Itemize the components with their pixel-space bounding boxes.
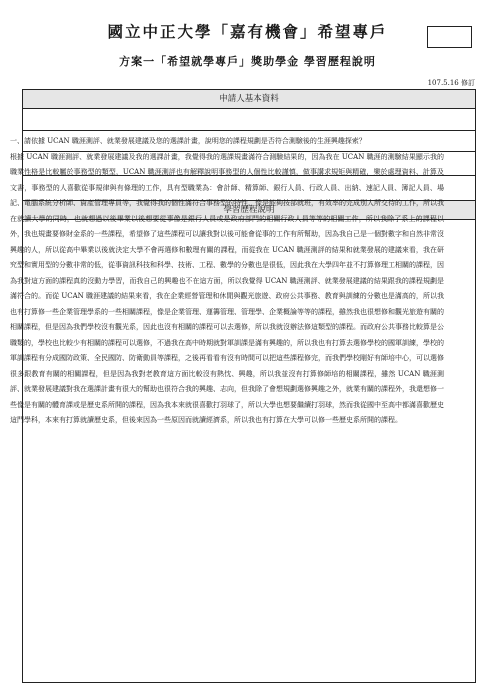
learning-history-body [10,134,444,429]
applicant-row-divider [23,130,475,131]
page-subtitle: 方案一「希望就學專戶」獎助學金 學習歷程說明 [119,55,376,68]
answer-text: 根據 UCAN 職涯測評、就業發展建議及我的選課計畫，我覺得我的選課規畫滿符合測驗結果的，因為我在 UCAN 職涯的測驗結果顯示我的職業性格是比較屬於事務型的類型，UCAN 職涯測評也有解釋說明事務型的人個性比較謹慎，做事講求規矩與精確，樂於處理資料、計算及文書，事務型的人喜歡從事規律與有條理的工作，具有型職業為：會計師、精算師、銀行人員、行政人員、出納、速記人員、簿記人員、場記、電腦系統分析師、資產管理專員等，我覺得我的個性滿符合事務型的特性，像是能夠按部就班，有效率的完成別人所交待的工作，所以我在就讀大學的同時，也就想過以後畢業以後想要從事像是銀行人員或是政府部門的相關行政人員等等的相關工作，所以我除了系上的課程以外，我也規畫要修財金系的一些課程，希望修了這些課程可以讓我對以後可能會從事的工作有所幫助，因為我自己是一個對數字和自然非常沒興趣的人，所以從高中畢業以後就決定大學不會再選修和數理有關的課程，而從我在 UCAN 職涯測評的結果和就業發展的建議來看，我在研究型和實用型的分數非常的低，從事資訊科技和科學、技術、工程、數學的分數也是很低，因此我在大學四年並不打算修理工相關的課程，因為我對這方面的課程真的沒動力學習，而我自己的興趣也不在這方面，所以我覺得 UCAN 職涯測評、就業發展建議的結果跟我的課程規劃是滿符合的。而從 UCAN 職涯建議的結果來看，我在企業經營管理和休閒與觀光旅遊、政府公共事務、教育與訓練的分數也是滿高的，所以我也有打算修一些企業管理學系的一些相關課程，像是企業管理、運籌管理、管理學、企業概論等等的課程，雖然我也很想修和觀光旅遊有關的相關課程，但是因為我們學校沒有觀光系，因此也沒有相關的課程可以去選修，所以我就沒辦法修這類型的課程。而政府公共事務比較算是公職類的，學校也比較少有相關的課程可以選修，不過我在高中時期就對軍訓課是滿有興趣的，所以我也有打算去選修學校的國軍訓練，學校的軍訓課程有分成國防政策、全民國防、防衛動員等課程，之後再看看有沒有時間可以把這些課程修完，而我們學校剛好有師培中心，可以選修很多跟教育有關的相關課程，但是因為我對老教育這方面比較沒有熱忱、興趣，所以我並沒有打算修師培的相關課程，雖然 UCAN 職涯測評、就業發展建議對我在選課計畫有很大的幫助也很符合我的興趣、志向，但我除了會想規劃選修興趣之外，就業有關的課程外，我還想修一些像是有關的體育課或是歷史系所開的課程，因為我本來就很喜歡打羽球了，所以大學也想要繼續打羽球，然而我從國中至高中都滿喜歡歷史這門學科，本來有打算就讀歷史系，但後來因為一些原因而就讀經濟系，所以我也有打算在大學可以修一些歷史系所開的課程。 [10,152,444,424]
question-text: 一、請依據 UCAN 職涯測評、就業發展建議及您的選課計畫，說明您的課程規劃是否符合測驗後的生涯興趣探索？ [10,137,366,145]
page-title: 國立中正大學「嘉有機會」希望專戶 [107,22,388,41]
revision-date: 107.5.16 修訂 [427,79,475,87]
applicant-info-header: 申請人基本資料 [23,90,475,109]
learning-history-header: 學習歷程說明 [23,200,475,220]
